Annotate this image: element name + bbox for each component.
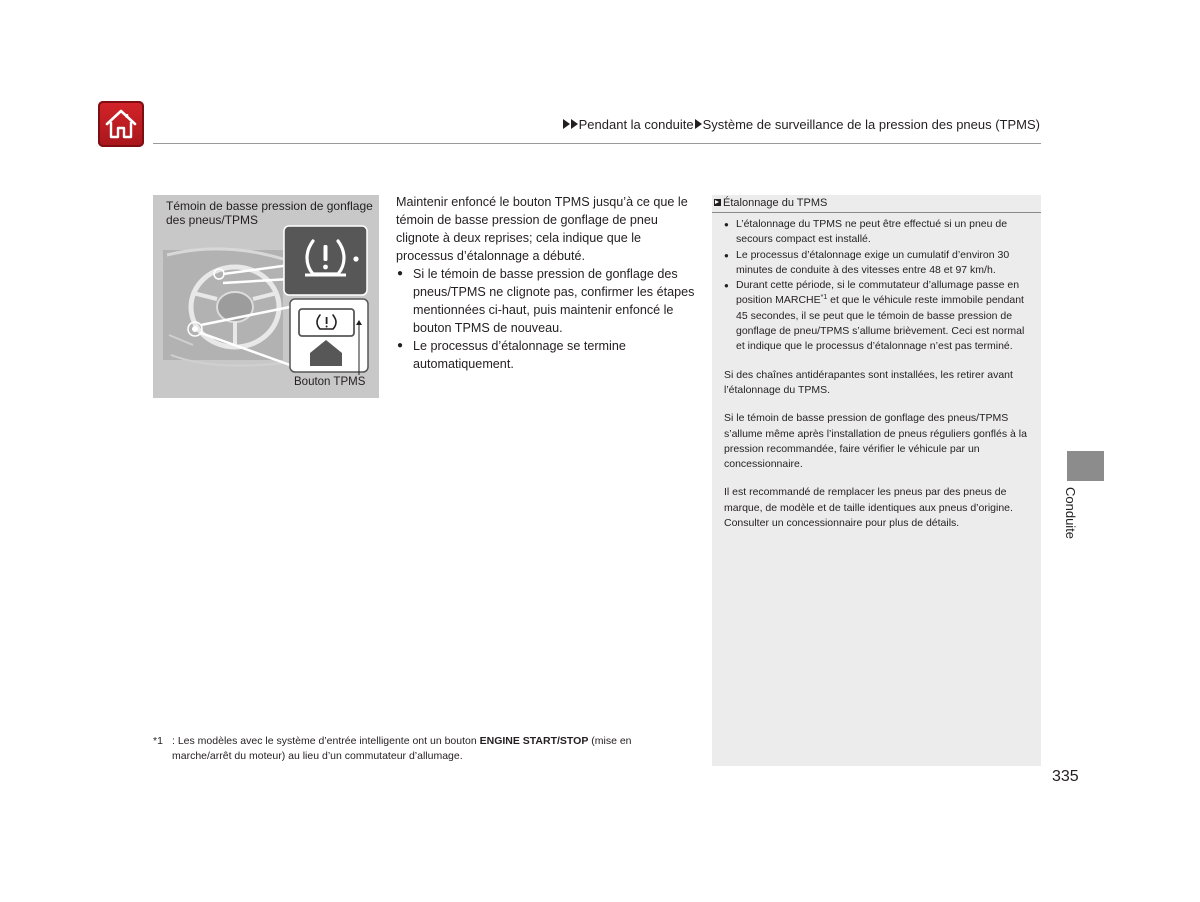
note-bullet: ● Le processus d’étalonnage exige un cumulatif d’environ 30 minutes de conduite à des vitesses entre 48 et 97 km/h.: [724, 248, 1032, 279]
home-button[interactable]: [98, 101, 144, 147]
footnote-reference[interactable]: *1: [820, 294, 828, 302]
triangle-arrow-icon: [563, 119, 570, 129]
instruction-bullet: ● Le processus d’étalonnage se termine automatiquement.: [396, 337, 696, 373]
figure-label-warning-light: Témoin de basse pression de gonflage des pneus/TPMS: [166, 199, 373, 227]
page-number: 335: [1052, 768, 1079, 785]
breadcrumb-item[interactable]: Système de surveillance de la pression des pneus (TPMS): [702, 117, 1040, 132]
main-instructions: [396, 193, 696, 373]
note-body: [724, 217, 1032, 531]
footnote-text: : Les modèles avec le système d’entrée intelligente ont un bouton ENGINE START/STOP (mise en marche/arrêt du moteur) au lieu d’un commutateur d’allumage.: [172, 735, 632, 762]
breadcrumb-item[interactable]: Pendant la conduite: [578, 117, 694, 132]
note-paragraph: Si des chaînes antidérapantes sont installées, les retirer avant l’étalonnage du TPMS.: [724, 368, 1013, 396]
note-bullet: ● Durant cette période, si le commutateur d’allumage passe en position MARCHE$^{*1}$ et que le véhicule reste immobile pendant 45 secondes, il se peut que le témoin de basse pression de gonflage de pneu/TPMS s’allume brièvement. Ceci est normal et indique que le processus d’étalonnage n’est pas terminé.: [724, 278, 1032, 354]
intro-paragraph: Maintenir enfoncé le bouton TPMS jusqu’à ce que le témoin de basse pression de gonflage de pneu clignote à deux reprises; cela indique que le processus d’étalonnage a débuté.: [396, 195, 688, 263]
breadcrumb: [563, 117, 1040, 132]
note-paragraph: Si le témoin de basse pression de gonflage des pneus/TPMS s’allume même après l’installation de pneus réguliers gonflés à la pression recommandée, faire vérifier le véhicule par un concessionnaire.: [724, 412, 1027, 471]
note-bullet: ● L’étalonnage du TPMS ne peut être effectué si un pneu de secours compact est installé.: [724, 217, 1032, 248]
note-title[interactable]: Étalonnage du TPMS: [714, 197, 827, 209]
note-paragraph: Il est recommandé de remplacer les pneus par des pneus de marque, de modèle et de taille identiques aux pneus d’origine. Consulter un concessionnaire pour plus de détails.: [724, 486, 1013, 530]
triangle-arrow-icon: [695, 119, 702, 129]
section-label: Conduite: [1063, 487, 1078, 540]
figure-label-tpms-button: Bouton TPMS: [294, 376, 366, 388]
house-icon: [104, 107, 138, 141]
section-tab[interactable]: [1067, 451, 1104, 481]
header-divider: [153, 143, 1041, 144]
instruction-bullet: ● Si le témoin de basse pression de gonflage des pneus/TPMS ne clignote pas, confirmer les étapes mentionnées ci-haut, puis maintenir enfoncé le bouton TPMS de nouveau.: [396, 265, 696, 337]
triangle-arrow-icon: [571, 119, 578, 129]
reference-arrow-icon: [714, 199, 721, 206]
footnote-mark: *1: [153, 735, 163, 747]
